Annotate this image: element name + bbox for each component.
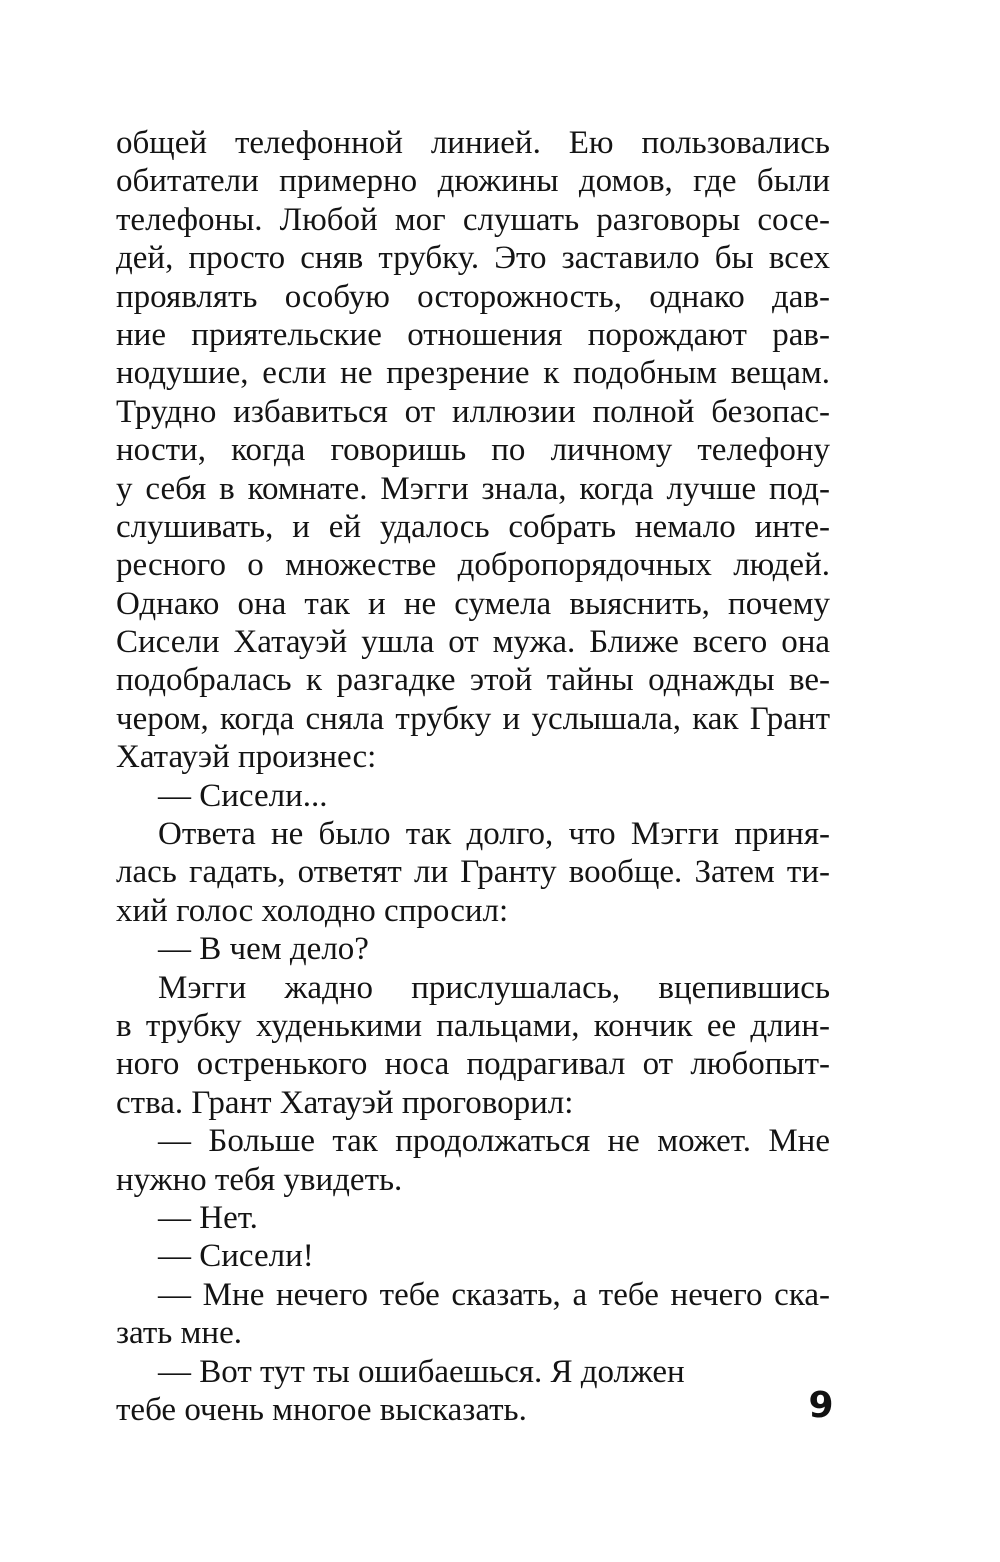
- text-line: Однако она так и не сумела выяснить, почему: [116, 585, 830, 622]
- text-line: ресного о множестве добропорядочных людей.: [116, 547, 830, 584]
- text-line: у себя в комнате. Мэгги знала, когда лучше под-: [116, 470, 830, 507]
- text-line: зать мне.: [116, 1315, 242, 1352]
- text-line: нужно тебя увидеть.: [116, 1161, 403, 1198]
- text-line: Сисели Хатауэй ушла от мужа. Ближе всего она: [116, 624, 830, 661]
- text-line: слушивать, и ей удалось собрать немало инте-: [116, 508, 830, 545]
- text-line: — Вот тут ты ошибаешься. Я должен: [158, 1353, 685, 1390]
- text-line: Трудно избавиться от иллюзии полной безопас-: [116, 393, 830, 430]
- text-line: дей, просто сняв трубку. Это заставило бы всех: [116, 240, 830, 277]
- text-line: Хатауэй произнес:: [116, 739, 377, 776]
- text-line: — Сисели...: [158, 777, 328, 814]
- text-line: хий голос холодно спросил:: [116, 892, 509, 929]
- text-line: — Мне нечего тебе сказать, а тебе нечего ска-: [158, 1276, 830, 1313]
- text-line: проявлять особую осторожность, однако дав-: [116, 278, 830, 315]
- text-line: — Сисели!: [158, 1238, 314, 1275]
- page-number: 9: [808, 1385, 834, 1426]
- body-text: [116, 124, 830, 1429]
- text-line: Мэгги жадно прислушалась, вцепившись: [158, 969, 830, 1006]
- text-line: ности, когда говоришь по личному телефону: [116, 432, 830, 469]
- text-line: лась гадать, ответят ли Гранту вообще. Затем ти-: [116, 854, 830, 891]
- text-line: в трубку худенькими пальцами, кончик ее длин-: [116, 1007, 830, 1044]
- text-line: ного остренького носа подрагивал от любопыт-: [116, 1046, 830, 1083]
- text-line: ства. Грант Хатауэй проговорил:: [116, 1084, 574, 1121]
- text-line: телефоны. Любой мог слушать разговоры сосе-: [116, 201, 830, 238]
- text-line: тебе очень многое высказать.: [116, 1391, 527, 1428]
- text-line: чером, когда сняла трубку и услышала, как Грант: [116, 700, 830, 737]
- text-line: Ответа не было так долго, что Мэгги приня-: [158, 816, 830, 853]
- text-line: ние приятельские отношения порождают рав-: [116, 316, 830, 353]
- text-line: обитатели примерно дюжины домов, где были: [116, 163, 830, 200]
- text-line: общей телефонной линией. Ею пользовались: [116, 125, 830, 161]
- text-line: — Больше так продолжаться не может. Мне: [158, 1123, 830, 1160]
- text-line: подобралась к разгадке этой тайны однажды ве-: [116, 662, 830, 699]
- text-line: — Нет.: [158, 1199, 258, 1236]
- text-line: нодушие, если не презрение к подобным вещам.: [116, 355, 830, 392]
- text-line: — В чем дело?: [158, 931, 369, 968]
